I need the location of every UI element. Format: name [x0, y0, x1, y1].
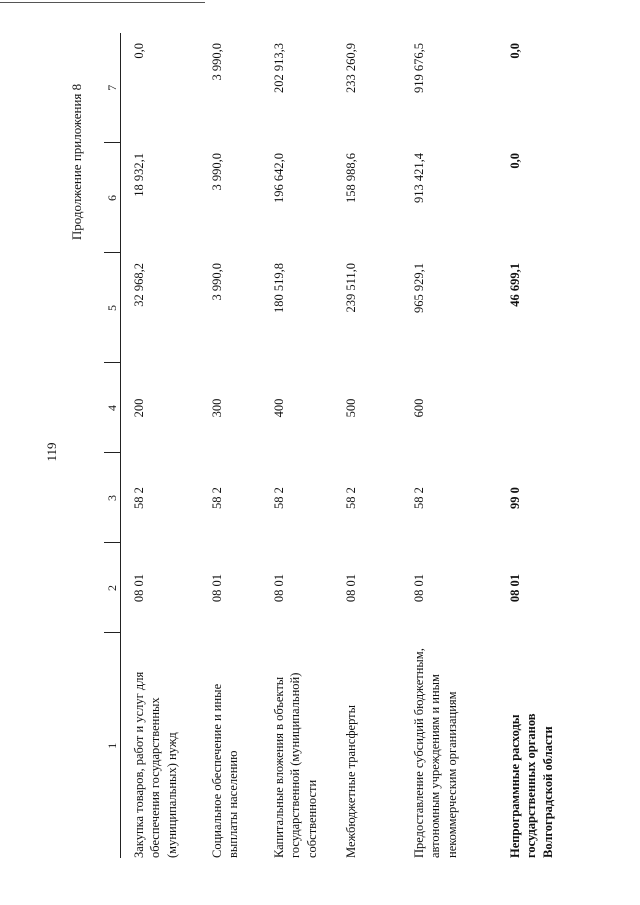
row-name: Межбюджетные трансферты	[344, 704, 358, 858]
row-value-6: 18 932,1	[132, 153, 146, 197]
row-target: 99 0	[508, 487, 522, 509]
row-section: 08 01	[272, 573, 286, 603]
row-type: 400	[272, 398, 286, 418]
row-section: 08 01	[132, 573, 146, 603]
row-name: Капитальные вложения в объекты государственной (муниципальной) собственности	[272, 672, 319, 858]
row-value-7: 0,0	[132, 43, 146, 59]
table-row	[121, 33, 200, 858]
table-row	[333, 33, 401, 858]
row-type: 300	[210, 398, 224, 418]
column-header: 4	[104, 363, 121, 453]
column-header: 3	[104, 453, 121, 543]
table-row	[261, 33, 333, 858]
table-row	[497, 33, 573, 858]
page-number: 119	[44, 442, 59, 462]
row-value-5: 3 990,0	[210, 263, 224, 301]
row-section: 08 01	[508, 573, 522, 603]
row-name: Предоставление субсидий бюджетным, автономным учреждениям и иным некоммерческим организациям	[412, 648, 459, 858]
row-type: 500	[344, 398, 358, 418]
column-header: 2	[104, 543, 121, 633]
table-row	[199, 33, 261, 858]
row-value-7: 233 260,9	[344, 43, 358, 93]
row-type	[497, 363, 573, 453]
row-value-6: 913 421,4	[412, 153, 426, 203]
row-value-6: 0,0	[508, 153, 522, 169]
scan-edge-line	[0, 2, 205, 3]
column-header: 7	[104, 33, 121, 143]
row-value-5: 180 519,8	[272, 263, 286, 313]
row-value-7: 919 676,5	[412, 43, 426, 93]
row-value-5: 965 929,1	[412, 263, 426, 313]
table-row	[401, 33, 497, 858]
appendix-table	[104, 33, 554, 858]
row-value-7: 3 990,0	[210, 43, 224, 81]
row-name: Социальное обеспечение и иные выплаты населению	[210, 683, 241, 858]
row-type: 600	[412, 398, 426, 418]
row-target: 58 2	[412, 487, 426, 509]
row-value-7: 0,0	[508, 43, 522, 59]
column-header: 5	[104, 253, 121, 363]
row-target: 58 2	[272, 487, 286, 509]
row-name: Закупка товаров, работ и услуг для обеспечения государственных (муниципальных) нужд	[132, 671, 179, 858]
row-value-6: 3 990,0	[210, 153, 224, 191]
row-section: 08 01	[412, 573, 426, 603]
row-type: 200	[132, 398, 146, 418]
row-name: Непрограммные расходы государственных органов Волгоградской области	[508, 713, 555, 858]
row-value-7: 202 913,3	[272, 43, 286, 93]
row-section: 08 01	[210, 573, 224, 603]
row-target: 58 2	[210, 487, 224, 509]
row-value-5: 46 699,1	[508, 263, 522, 307]
continuation-note: Продолжение приложения 8	[69, 83, 84, 241]
row-value-5: 239 511,0	[344, 263, 358, 313]
row-value-6: 158 988,6	[344, 153, 358, 203]
row-section: 08 01	[344, 573, 358, 603]
row-value-5: 32 968,2	[132, 263, 146, 307]
table-header-row	[104, 33, 121, 858]
row-target: 58 2	[344, 487, 358, 509]
column-header: 1	[104, 633, 121, 858]
column-header: 6	[104, 143, 121, 253]
row-target: 58 2	[132, 487, 146, 509]
row-value-6: 196 642,0	[272, 153, 286, 203]
